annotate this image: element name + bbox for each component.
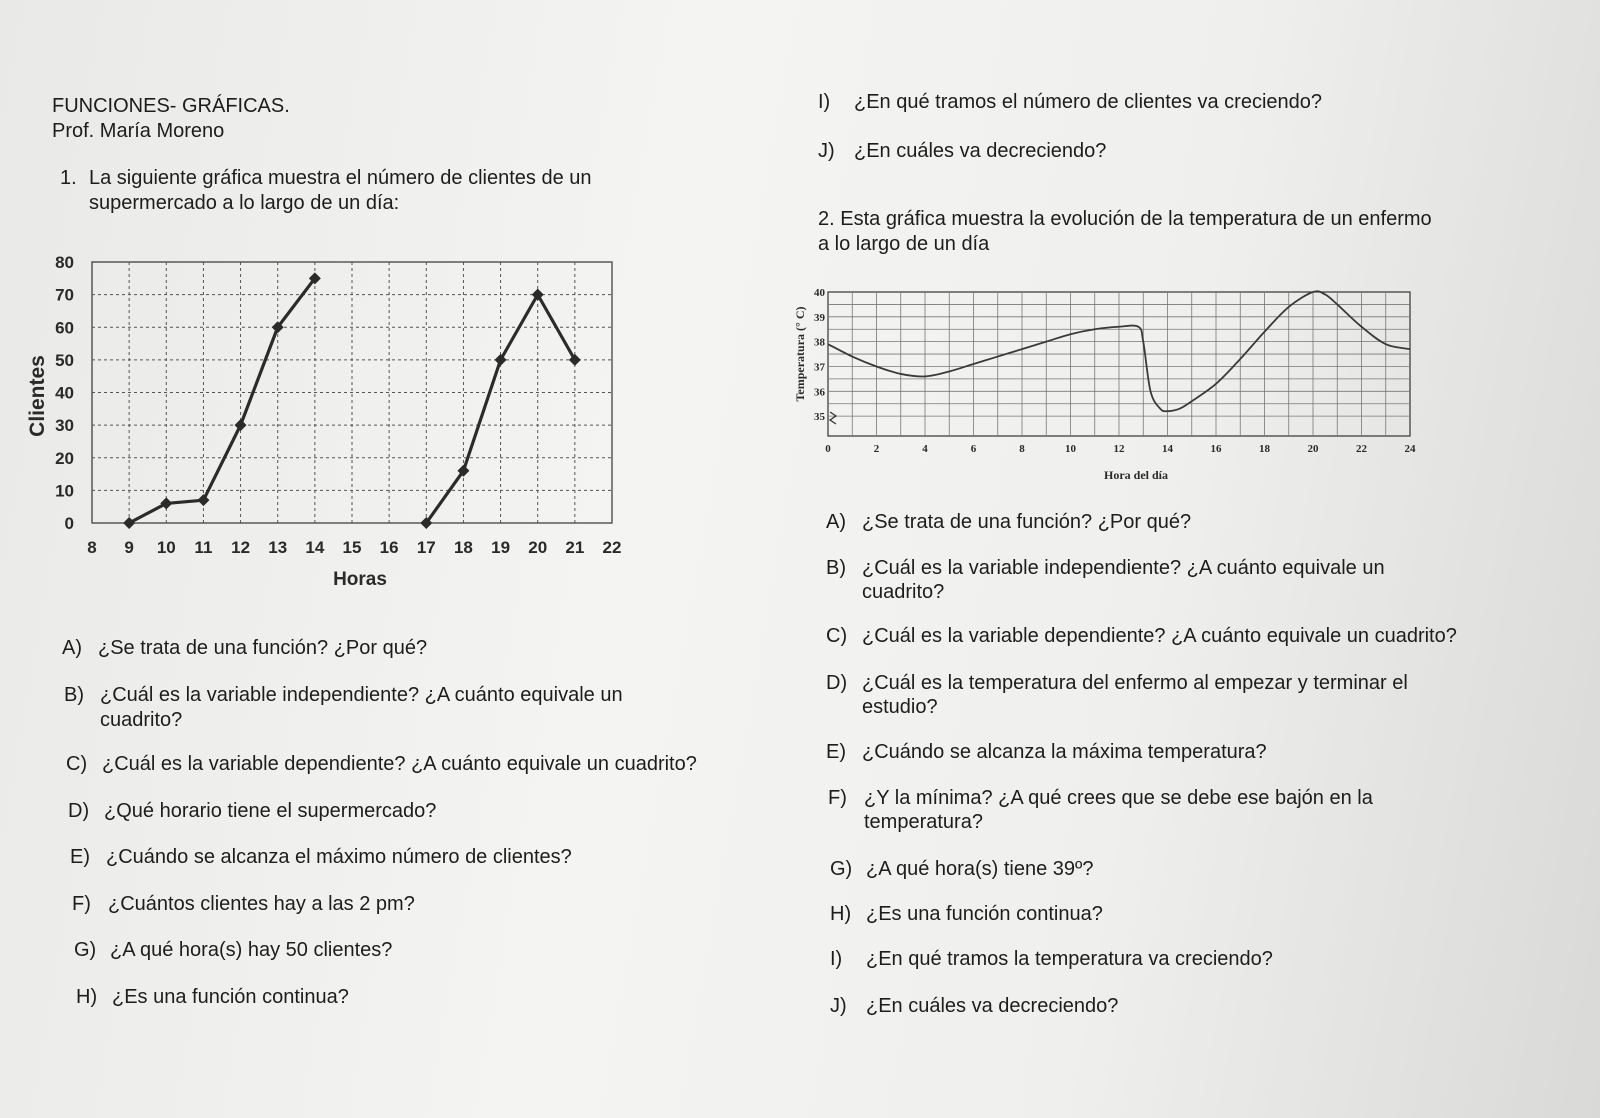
question-letter: A) [826,511,846,533]
question-letter: C) [66,753,88,775]
y-tick-label: 70 [55,285,74,305]
question-letter: E) [70,846,90,868]
question-text-continued: cuadrito? [862,581,945,603]
author-name: Prof. María Moreno [52,120,225,142]
x-tick-label: 21 [565,538,585,557]
x-tick-label: 10 [156,538,176,557]
question-text-continued: cuadrito? [100,709,183,731]
x-tick-label: 16 [379,538,399,557]
y-tick-label: 40 [814,287,825,299]
clients-chart-ylabel: Clientes [26,355,49,437]
x-tick-label: 6 [970,443,977,455]
x-tick-label: 12 [1113,443,1125,455]
y-tick-label: 60 [55,318,74,338]
question-letter: J) [818,140,835,162]
question-letter: F) [828,787,847,809]
x-tick-label: 4 [922,443,928,455]
temperature-chart-grid [828,292,1410,436]
question-text: ¿Y la mínima? ¿A qué crees que se debe ese bajón en la [864,787,1373,809]
x-tick-label: 9 [124,538,134,557]
x-tick-label: 14 [1162,443,1173,455]
y-tick-label: 80 [55,253,74,272]
question-text: ¿Se trata de una función? ¿Por qué? [98,637,428,659]
clients-chart-xlabel: Horas [333,569,387,590]
question-letter: F) [72,893,91,915]
exercise1-statement-line1: La siguiente gráfica muestra el número de clientes de un [89,167,592,189]
y-tick-label: 20 [55,448,74,468]
question-text: ¿En qué tramos el número de clientes va creciendo? [854,91,1323,113]
question-letter: H) [76,986,98,1008]
x-tick-label: 13 [268,538,288,557]
temperature-chart-ylabel: Temperatura (° C) [793,306,807,402]
clients-chart-x-ticks [87,538,621,557]
question-letter: B) [64,684,84,706]
temperature-chart-xlabel: Hora del día [1103,468,1169,482]
question-text: ¿Se trata de una función? ¿Por qué? [862,511,1192,533]
question-text: ¿Cuál es la temperatura del enfermo al empezar y terminar el [862,672,1408,694]
x-tick-label: 20 [528,538,548,557]
worksheet-title: FUNCIONES- GRÁFICAS. [52,95,290,117]
question-text-continued: estudio? [862,696,938,718]
question-text: ¿Cuántos clientes hay a las 2 pm? [108,893,415,915]
temperature-chart-x-ticks [825,443,1416,455]
x-tick-label: 24 [1404,443,1416,455]
question-text: ¿En cuáles va decreciendo? [866,995,1119,1017]
question-text: ¿Cuál es la variable dependiente? ¿A cuánto equivale un cuadrito? [102,753,697,775]
x-tick-label: 16 [1210,443,1222,455]
question-text: ¿Cuándo se alcanza el máximo número de clientes? [106,846,572,868]
question-text: ¿Es una función continua? [866,903,1103,925]
question-text: ¿Cuál es la variable dependiente? ¿A cuánto equivale un cuadrito? [862,625,1457,647]
question-letter: G) [830,858,853,880]
x-tick-label: 14 [305,538,325,557]
data-point-marker [123,517,135,529]
temperature-chart-y-ticks [814,287,826,423]
x-tick-label: 19 [491,538,511,557]
y-tick-label: 10 [55,481,74,501]
question-letter: E) [826,741,846,763]
question-letter: D) [826,672,848,694]
question-text: ¿Cuándo se alcanza la máxima temperatura? [862,741,1267,763]
x-tick-label: 0 [825,443,831,455]
y-tick-label: 30 [55,416,74,436]
clients-chart [18,248,658,598]
y-tick-label: 39 [814,311,825,324]
question-letter: B) [826,557,846,579]
x-tick-label: 8 [1019,443,1025,455]
question-text: ¿A qué hora(s) hay 50 clientes? [110,939,393,961]
question-text: ¿En cuáles va decreciendo? [854,140,1107,162]
y-tick-label: 36 [814,386,825,399]
y-tick-label: 40 [55,383,74,403]
clients-chart-y-ticks [55,253,74,533]
x-tick-label: 12 [231,538,251,557]
question-text: ¿Cuál es la variable independiente? ¿A cuánto equivale un [100,684,623,706]
y-tick-label: 35 [814,411,825,424]
x-tick-label: 15 [342,538,362,557]
exercise1-statement-line2: supermercado a lo largo de un día: [89,192,400,214]
y-tick-label: 0 [64,514,74,533]
question-letter: I) [830,948,843,970]
question-text: ¿Qué horario tiene el supermercado? [104,800,437,822]
question-letter: G) [74,939,97,961]
question-text: ¿A qué hora(s) tiene 39º? [866,858,1094,880]
x-tick-label: 18 [1259,443,1270,455]
x-tick-label: 18 [453,538,473,557]
question-letter: H) [830,903,852,925]
temperature-chart [790,286,1450,486]
exercise2-statement-line2: a lo largo de un día [818,233,990,255]
x-tick-label: 11 [194,538,213,557]
y-tick-label: 50 [55,350,74,370]
question-letter: J) [830,995,847,1017]
x-tick-label: 17 [416,538,436,557]
x-tick-label: 22 [1356,443,1367,455]
x-tick-label: 10 [1065,443,1076,455]
question-letter: I) [818,91,831,113]
data-point-marker [235,419,247,431]
y-tick-label: 37 [814,361,825,374]
data-point-marker [160,497,172,509]
x-tick-label: 8 [87,538,97,557]
question-text: ¿Es una función continua? [112,986,349,1008]
question-text-continued: temperatura? [864,811,983,833]
x-tick-label: 2 [873,443,880,455]
question-letter: D) [68,800,90,822]
y-tick-label: 38 [814,336,825,349]
question-letter: A) [62,637,82,659]
question-text: ¿En qué tramos la temperatura va creciendo? [866,948,1273,970]
exercise2-statement-line1: 2. Esta gráfica muestra la evolución de la temperatura de un enfermo [818,208,1432,230]
question-letter: C) [826,625,848,647]
axis-break-icon [830,412,836,424]
data-point-marker [197,494,209,506]
series-line [129,278,315,523]
question-text: ¿Cuál es la variable independiente? ¿A cuánto equivale un [862,557,1385,579]
x-tick-label: 22 [602,538,622,557]
x-tick-label: 20 [1307,443,1319,455]
exercise1-number: 1. [60,167,77,189]
